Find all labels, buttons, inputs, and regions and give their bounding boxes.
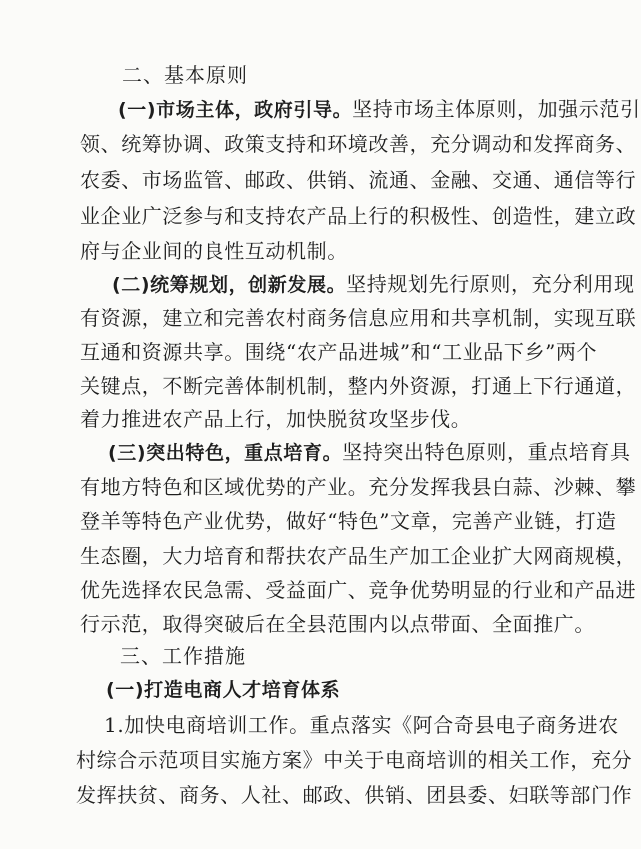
paragraph-2-line-2: 有资源，建立和完善农村商务信息应用和共享机制，实现互联 — [80, 306, 637, 330]
paragraph-1-line-2: 领、统筹协调、政策支持和环境改善，充分调动和发挥商务、 — [80, 132, 637, 156]
paragraph-3-line-5: 优先选择农民急需、受益面广、竞争优势明显的行业和产品进 — [80, 578, 637, 602]
paragraph-1-line-3: 农委、市场监管、邮政、供销、流通、金融、交通、通信等行 — [80, 168, 637, 192]
paragraph-2-title: (二)统筹规划，创新发展。 — [112, 274, 347, 296]
item-1-line-2: 村综合示范项目实施方案》中关于电商培训的相关工作，充分 — [76, 748, 633, 772]
paragraph-3-line-6: 行示范，取得突破后在全县范围内以点带面、全面推广。 — [80, 612, 595, 636]
paragraph-1-line-4: 业企业广泛参与和支持农产品上行的积极性、创造性，建立政 — [80, 204, 637, 228]
paragraph-1-line-5: 府与企业间的良性互动机制。 — [80, 239, 348, 263]
paragraph-3-line-1: 坚持突出特色原则，重点培育具 — [342, 440, 631, 464]
paragraph-3-line-4: 生态圈，大力培育和帮扶农产品生产加工企业扩大网商规模， — [80, 544, 637, 568]
paragraph-1-title: (一)市场主体，政府引导。 — [118, 99, 353, 121]
paragraph-3-first-line — [108, 439, 631, 466]
item-1-line-1: 1.加快电商培训工作。重点落实《阿合奇县电子商务进农 — [104, 713, 619, 737]
paragraph-3-title: (三)突出特色，重点培育。 — [108, 442, 343, 464]
subsection-heading-talent-system: (一)打造电商人才培育体系 — [106, 679, 341, 701]
paragraph-2-line-1: 坚持规划先行原则，充分利用现 — [346, 272, 635, 296]
paragraph-1-first-line — [118, 96, 641, 123]
paragraph-2-first-line — [112, 271, 635, 298]
paragraph-2-line-4: 关键点，不断完善体制机制，整内外资源，打通上下行通道， — [80, 374, 637, 398]
paragraph-2-line-3: 互通和资源共享。围绕“农产品进城”和“工业品下乡”两个 — [80, 340, 598, 364]
item-1-line-3: 发挥扶贫、商务、人社、邮政、供销、团县委、妇联等部门作 — [76, 783, 633, 807]
section-heading-work-measures: 三、工作措施 — [120, 644, 246, 668]
paragraph-2-line-5: 着力推进农产品上行，加快脱贫攻坚步伐。 — [80, 407, 472, 431]
paragraph-1-line-1: 坚持市场主体原则，加强示范引 — [352, 97, 641, 121]
paragraph-3-line-3: 登羊等特色产业优势，做好“特色”文章，完善产业链，打造 — [80, 509, 617, 533]
section-heading-basic-principles: 二、基本原则 — [122, 63, 248, 87]
paragraph-3-line-2: 有地方特色和区域优势的产业。充分发挥我县白蒜、沙棘、攀 — [80, 475, 637, 499]
